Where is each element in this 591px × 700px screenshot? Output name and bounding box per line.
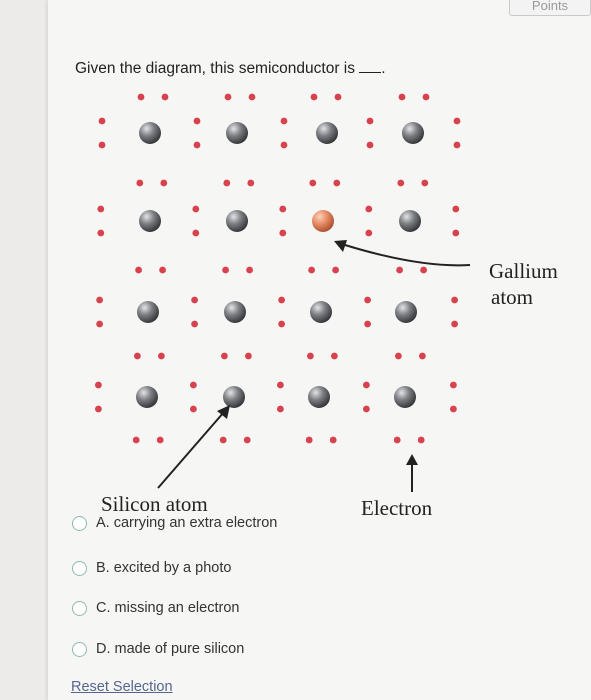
electron-dot (191, 297, 198, 304)
gallium-pointer-line (345, 245, 470, 265)
electron-dot (450, 382, 457, 389)
electron-dot (245, 353, 252, 360)
electron-dot (191, 321, 198, 328)
electron-dot (99, 118, 106, 125)
electron-dot (194, 118, 201, 125)
option-a[interactable] (72, 515, 277, 531)
electron-dot (311, 94, 318, 101)
electron-dot (223, 180, 230, 187)
electron-dot (277, 382, 284, 389)
electron-dot (454, 142, 461, 149)
electron-dot (192, 230, 199, 237)
silicon-atom (136, 386, 158, 408)
electron-dot (135, 267, 142, 274)
option-d-label: D. made of pure silicon (96, 641, 245, 657)
electron-dot (451, 297, 458, 304)
electron-dot (222, 267, 229, 274)
electron-dot (419, 353, 426, 360)
points-badge: Points (509, 0, 591, 16)
electron-dot (246, 267, 253, 274)
silicon-atom (139, 122, 161, 144)
silicon-atom (224, 301, 246, 323)
electron-dot (307, 353, 314, 360)
option-d[interactable] (72, 641, 244, 657)
silicon-atom (308, 386, 330, 408)
electron-dot (330, 437, 337, 444)
silicon-pointer-line (158, 412, 224, 488)
gallium-atom (312, 210, 334, 232)
electron-dot (279, 230, 286, 237)
electron-dot (420, 267, 427, 274)
option-c-label: C. missing an electron (96, 600, 240, 616)
electron-dot (450, 406, 457, 413)
electron-dot (278, 297, 285, 304)
electron-dot (452, 206, 459, 213)
electron-dot (244, 437, 251, 444)
electron-dot (190, 382, 197, 389)
electron-label: Electron (361, 496, 433, 520)
electron-dot (160, 180, 167, 187)
silicon-atom (226, 210, 248, 232)
electron-dot (225, 94, 232, 101)
electron-dot (134, 353, 141, 360)
electron-dot (281, 118, 288, 125)
electron-dot (364, 321, 371, 328)
electron-dot (333, 180, 340, 187)
electron-dot (99, 142, 106, 149)
silicon-atom (402, 122, 424, 144)
silicon-atom (223, 386, 245, 408)
electron-dot (279, 206, 286, 213)
silicon-atom (139, 210, 161, 232)
electron-dot (96, 321, 103, 328)
option-b-label: B. excited by a photo (96, 560, 232, 576)
silicon-atom (395, 301, 417, 323)
electron-dot (192, 206, 199, 213)
electron-dot (95, 406, 102, 413)
electron-dot (95, 382, 102, 389)
question-text: Given the diagram, this semiconductor is . (75, 60, 386, 77)
lattice-atoms (136, 122, 424, 408)
electron-dot (332, 267, 339, 274)
electron-dot (397, 180, 404, 187)
electron-dot (277, 406, 284, 413)
electron-dot (309, 180, 316, 187)
electron-dot (157, 437, 164, 444)
electron-dot (399, 94, 406, 101)
electron-dot (367, 118, 374, 125)
electron-dot (421, 180, 428, 187)
electron-dot (363, 382, 370, 389)
electron-dot (451, 321, 458, 328)
electron-dot (363, 406, 370, 413)
gallium-label-line1: Gallium (489, 259, 558, 283)
silicon-atom (137, 301, 159, 323)
electron-dot (364, 297, 371, 304)
electron-dot (194, 142, 201, 149)
electron-dot (162, 94, 169, 101)
electron-dot (158, 353, 165, 360)
silicon-atom-label: Silicon atom (101, 492, 208, 516)
electron-dot (335, 94, 342, 101)
question-prompt: Given the diagram, this semiconductor is (75, 60, 355, 77)
silicon-atom (399, 210, 421, 232)
radio-option-d[interactable] (72, 642, 87, 657)
electron-dot (190, 406, 197, 413)
electron-dot (452, 230, 459, 237)
electron-dot (454, 118, 461, 125)
radio-option-a[interactable] (72, 516, 87, 531)
electron-dot (220, 437, 227, 444)
electron-dot (306, 437, 313, 444)
reset-selection-link[interactable]: Reset Selection (71, 679, 173, 695)
electron-dot (396, 267, 403, 274)
silicon-atom (310, 301, 332, 323)
electron-dot (365, 206, 372, 213)
electron-dot (97, 230, 104, 237)
electron-dot (249, 94, 256, 101)
electron-dot (97, 206, 104, 213)
silicon-atom (394, 386, 416, 408)
electron-dot (96, 297, 103, 304)
electron-dot (367, 142, 374, 149)
silicon-atom (316, 122, 338, 144)
electron-dot (423, 94, 430, 101)
gallium-label-line2: atom (491, 285, 533, 309)
electron-dot (308, 267, 315, 274)
electron-dot (138, 94, 145, 101)
radio-option-b[interactable] (72, 561, 87, 576)
electron-dot (133, 437, 140, 444)
electron-dot (221, 353, 228, 360)
electron-dot (394, 437, 401, 444)
electron-dot (365, 230, 372, 237)
electron-dot (159, 267, 166, 274)
radio-option-c[interactable] (72, 601, 87, 616)
electron-arrowhead (406, 454, 418, 465)
silicon-atom (226, 122, 248, 144)
option-a-label: A. carrying an extra electron (96, 515, 278, 531)
electron-dot (247, 180, 254, 187)
electron-dot (331, 353, 338, 360)
electron-dot (281, 142, 288, 149)
electron-dot (278, 321, 285, 328)
electron-dot (418, 437, 425, 444)
option-b[interactable] (72, 560, 231, 576)
option-c[interactable] (72, 600, 239, 616)
electron-dot (395, 353, 402, 360)
electron-dot (136, 180, 143, 187)
